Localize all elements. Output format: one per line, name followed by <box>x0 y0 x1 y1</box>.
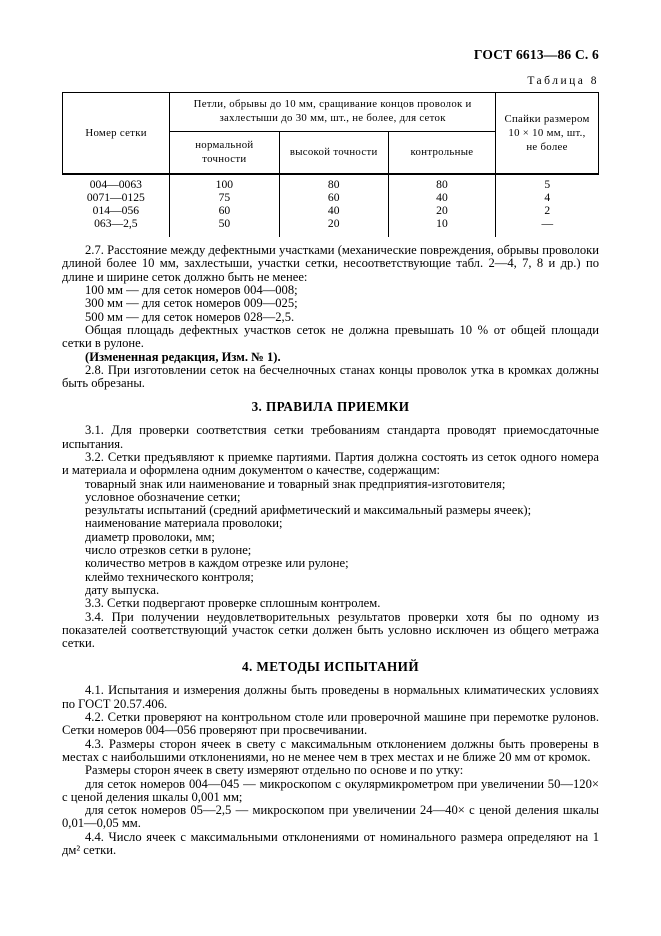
table-row <box>63 174 599 191</box>
section-3-heading: 3. ПРАВИЛА ПРИЕМКИ <box>251 399 410 415</box>
cell-normal: 50 <box>170 217 279 237</box>
cell-mesh-number: 0071—0125 <box>63 191 170 204</box>
list-item-3-2: наименование материала проволоки; <box>85 516 283 531</box>
paragraph-4-3-measure: Размеры сторон ячеек в свету измеряют отдельно по основе и по утку: <box>85 763 464 778</box>
paragraph-3-3: 3.3. Сетки подвергают проверке сплошным контролем. <box>85 596 381 611</box>
paragraph-4-3: 4.3. Размеры сторон ячеек в свету с максимальным отклонением должны быть проверены в местах с наибольшими отклонениями, но не менее чем в трех местах и не ближе 20 мм от кромок. <box>62 736 599 764</box>
cell-mesh-number: 063—2,5 <box>63 217 170 237</box>
paragraph-3-4: 3.4. При получении неудовлетворительных результатов проверки хотя бы по одному из показателей соответствующий участок сетки должен быть условно исключен из общего метража сетки. <box>62 609 599 651</box>
list-item-3-2: число отрезков сетки в рулоне; <box>85 543 252 558</box>
cell-high: 40 <box>279 204 388 217</box>
col-header-normal-accuracy: нормальной точности <box>170 132 279 175</box>
col-header-loops-group: Петли, обрывы до 10 мм, сращивание концов проволок и захлестыши до 30 мм, шт., не более, для сеток <box>170 93 496 132</box>
list-item-3-2: дату выпуска. <box>85 582 160 597</box>
paragraph-amendment: (Измененная редакция, Изм. № 1). <box>85 349 281 364</box>
defects-table <box>62 92 599 237</box>
cell-control: 40 <box>388 191 495 204</box>
cell-soldering: — <box>541 217 554 231</box>
paragraph-2-7-total: Общая площадь дефектных участков сеток не должна превышать 10 % от общей площади сетки в рулоне. <box>62 322 599 351</box>
section-4-heading: 4. МЕТОДЫ ИСПЫТАНИЙ <box>242 659 419 675</box>
list-item-3-2: клеймо технического контроля; <box>85 569 254 584</box>
page-content <box>62 48 599 857</box>
list-item-2-7: 100 мм — для сеток номеров 004—008; <box>85 283 298 298</box>
list-item-3-2: диаметр проволоки, мм; <box>85 529 215 544</box>
list-item-3-2: условное обозначение сетки; <box>85 489 241 504</box>
body-text <box>62 244 599 857</box>
table-row <box>63 191 599 204</box>
cell-mesh-number: 004—0063 <box>63 174 170 191</box>
cell-normal: 60 <box>170 204 279 217</box>
cell-normal: 75 <box>170 191 279 204</box>
list-item-3-2: товарный знак или наименование и товарный знак предприятия-изготовителя; <box>85 476 506 491</box>
list-item-3-2: результаты испытаний (средний арифметический и максимальный размеры ячеек); <box>85 503 532 518</box>
cell-high: 20 <box>279 217 388 237</box>
list-item-2-7: 500 мм — для сеток номеров 028—2,5. <box>85 309 295 324</box>
cell-soldering: 2 <box>544 204 551 218</box>
paragraph-3-1: 3.1. Для проверки соответствия сетки требованиям стандарта проводят приемосдаточные испытания. <box>62 423 599 451</box>
paragraph-4-3-micro1: для сеток номеров 004—045 — микроскопом с окулярмикрометром при увеличении 50—120× с ценой деления шкалы 0,001 мм; <box>62 776 599 804</box>
table-caption: Таблица 8 <box>527 75 599 87</box>
defects-table-body <box>63 174 599 237</box>
paragraph-4-4: 4.4. Число ячеек с максимальными отклонениями от номинального размера определяют на 1 дм² сетки. <box>62 829 599 857</box>
list-item-3-2: количество метров в каждом отрезке или рулоне; <box>85 556 349 571</box>
cell-control: 10 <box>388 217 495 237</box>
table-row <box>63 204 599 217</box>
paragraph-3-2: 3.2. Сетки предъявляют к приемке партиями. Партия должна состоять из сеток одного номера и материала и оформлена одним документом о качестве, содержащим: <box>62 449 599 478</box>
col-header-control: контрольные <box>388 132 495 175</box>
paragraph-2-8: 2.8. При изготовлении сеток на бесчелночных станах концы проволок утка в кромках должны быть обрезаны. <box>62 362 599 391</box>
cell-control: 20 <box>388 204 495 217</box>
paragraph-2-7: 2.7. Расстояние между дефектными участками (механические повреждения, обрывы проволоки длиной более 10 мм, захлестыши, участки сетки, несоответствующие табл. 2—4, 7, 8 и др.) по длине и ширине сеток должно быть не менее: <box>62 243 599 284</box>
cell-mesh-number: 014—056 <box>63 204 170 217</box>
paragraph-4-3-micro2: для сеток номеров 05—2,5 — микроскопом при увеличении 24—40× с ценой деления шкалы 0,01—0,05 мм. <box>62 803 599 831</box>
paragraph-4-1: 4.1. Испытания и измерения должны быть проведены в нормальных климатических условиях по ГОСТ 20.57.406. <box>62 683 599 711</box>
cell-high: 80 <box>279 174 388 191</box>
document-header: ГОСТ 6613—86 С. 6 <box>473 47 599 62</box>
cell-normal: 100 <box>170 174 279 191</box>
cell-soldering: 5 <box>544 178 551 192</box>
col-header-soldering: Спайки размером 10 × 10 мм, шт., не более <box>496 93 599 175</box>
cell-control: 80 <box>388 174 495 191</box>
col-header-high-accuracy: высокой точности <box>279 132 388 175</box>
paragraph-4-2: 4.2. Сетки проверяют на контрольном столе или проверочной машине при перемотке рулонов. Сетки номеров 004—056 проверяют при просвечивании. <box>62 710 599 738</box>
table-row <box>63 217 599 237</box>
defects-table-head <box>63 93 599 175</box>
list-item-2-7: 300 мм — для сеток номеров 009—025; <box>85 296 298 311</box>
cell-high: 60 <box>279 191 388 204</box>
cell-soldering: 4 <box>544 191 551 205</box>
col-header-mesh-number: Номер сетки <box>63 93 170 175</box>
